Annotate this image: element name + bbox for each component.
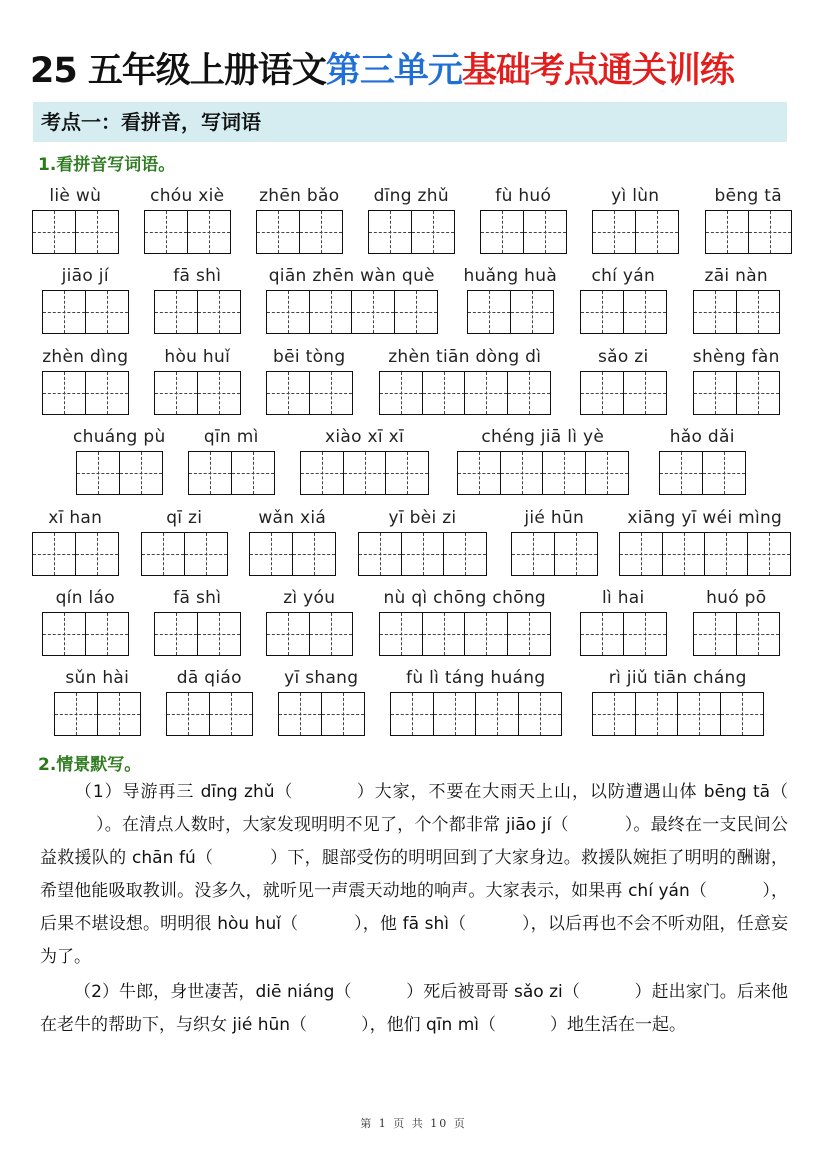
writing-grid: [144, 210, 229, 254]
tianzi-cell[interactable]: [309, 290, 353, 334]
pinyin-label: chuáng pù: [72, 427, 166, 447]
tianzi-cell[interactable]: [443, 532, 487, 576]
passage-text: ）赶出家门。后来他在老牛的帮助下，与织女 jié hūn（: [40, 982, 788, 1035]
tianzi-cell[interactable]: [385, 451, 429, 495]
passage-text: ），他 fā shì（: [354, 914, 467, 934]
page-title: [30, 44, 800, 98]
tianzi-cell[interactable]: [464, 371, 508, 415]
writing-grid: [266, 290, 436, 334]
tianzi-cell[interactable]: [467, 290, 511, 334]
pinyin-label: zhèn tiān dòng dì: [388, 347, 542, 367]
pinyin-label: lì hai: [601, 588, 645, 608]
passage-1: [40, 776, 788, 974]
writing-grid: [300, 451, 428, 495]
pinyin-label: qī zi: [166, 508, 203, 528]
writing-grid: [580, 371, 665, 415]
writing-grid: [580, 290, 665, 334]
passage-text: ）下，腿部受伤的明明回到了大家身边。救援队婉拒了明明的酬谢，希望他能吸取教训。没多久，就听见一声震天动地的响声。大家表示，如果再 chí yán（: [40, 848, 789, 901]
tianzi-cell[interactable]: [720, 692, 764, 736]
passage-text: ）大家，不要在大雨天上山，以防遭遇山体 bēng tā（: [356, 782, 788, 802]
writing-grid: [166, 692, 251, 736]
tianzi-cell[interactable]: [500, 451, 544, 495]
pinyin-label: zāi nàn: [704, 266, 769, 286]
tianzi-cell[interactable]: [32, 532, 76, 576]
tianzi-cell[interactable]: [507, 371, 551, 415]
tianzi-cell[interactable]: [704, 532, 748, 576]
writing-grid: [154, 290, 239, 334]
tianzi-cell[interactable]: [321, 692, 365, 736]
pinyin-label: sǔn hài: [65, 668, 130, 688]
answer-blank[interactable]: [40, 815, 96, 835]
tianzi-cell[interactable]: [554, 532, 598, 576]
writing-grid: [693, 612, 778, 656]
pinyin-label: chóu xiè: [150, 186, 225, 206]
page-number: 第 1 页 共 10 页: [360, 1117, 467, 1130]
tianzi-cell[interactable]: [748, 210, 792, 254]
writing-grid: [457, 451, 627, 495]
tianzi-cell[interactable]: [76, 451, 120, 495]
tianzi-cell[interactable]: [464, 612, 508, 656]
answer-blank[interactable]: [307, 1015, 361, 1035]
tianzi-cell[interactable]: [635, 210, 679, 254]
writing-grid: [154, 371, 239, 415]
tianzi-cell[interactable]: [97, 692, 141, 736]
tianzi-cell[interactable]: [623, 612, 667, 656]
tianzi-cell[interactable]: [623, 290, 667, 334]
answer-blank[interactable]: [707, 881, 762, 901]
answer-blank[interactable]: [298, 914, 354, 934]
passage-text: ）地生活在一起。: [550, 1015, 687, 1035]
writing-grid: [480, 210, 565, 254]
tianzi-cell[interactable]: [693, 290, 737, 334]
writing-grid: [592, 210, 677, 254]
tianzi-cell[interactable]: [542, 451, 586, 495]
writing-grid: [592, 692, 762, 736]
answer-blank[interactable]: [569, 815, 625, 835]
tianzi-cell[interactable]: [518, 692, 562, 736]
writing-grid: [256, 210, 341, 254]
passage-2: [40, 976, 788, 1042]
tianzi-cell[interactable]: [300, 451, 344, 495]
writing-grid: [188, 451, 273, 495]
title-topic: 基础考点通关训练: [461, 51, 734, 91]
tianzi-cell[interactable]: [580, 612, 624, 656]
pinyin-label: hǎo dǎi: [669, 427, 735, 447]
pinyin-label: dā qiáo: [176, 668, 242, 688]
pinyin-label: yī shang: [284, 668, 359, 688]
passage-text: ）。在清点人数时，大家发现明明不见了，个个都非常 jiāo jí（: [96, 815, 569, 835]
tianzi-cell[interactable]: [256, 210, 300, 254]
pinyin-label: nù qì chōng chōng: [383, 588, 547, 608]
pinyin-label: fā shì: [173, 588, 222, 608]
tianzi-cell[interactable]: [351, 290, 395, 334]
pinyin-label: chéng jiā lì yè: [481, 427, 605, 447]
pinyin-label: dīng zhǔ: [373, 186, 449, 206]
tianzi-cell[interactable]: [475, 692, 519, 736]
pinyin-label: sǎo zi: [597, 347, 649, 367]
tianzi-cell[interactable]: [747, 532, 791, 576]
tianzi-cell[interactable]: [585, 451, 629, 495]
writing-grid: [368, 210, 453, 254]
tianzi-cell[interactable]: [635, 692, 679, 736]
tianzi-cell[interactable]: [141, 532, 185, 576]
writing-grid: [705, 210, 790, 254]
tianzi-cell[interactable]: [411, 210, 455, 254]
writing-grid: [693, 371, 778, 415]
pinyin-label: zhēn bǎo: [259, 186, 340, 206]
passage-text: ）。最终在一支民间公益救援队的 chān fú（: [40, 815, 788, 868]
tianzi-cell[interactable]: [736, 612, 780, 656]
tianzi-cell[interactable]: [592, 692, 636, 736]
tianzi-cell[interactable]: [736, 371, 780, 415]
pinyin-label: chí yán: [591, 266, 656, 286]
tianzi-cell[interactable]: [705, 210, 749, 254]
writing-grid: [467, 290, 552, 334]
pinyin-label: qīn mì: [203, 427, 259, 447]
writing-grid: [42, 612, 127, 656]
passage-text: ），后果不堪设想。明明很 hòu huǐ（: [40, 881, 788, 934]
passage-text: （1）导游再三 dīng zhǔ（: [74, 782, 294, 802]
pinyin-label: fā shì: [173, 266, 222, 286]
tianzi-cell[interactable]: [523, 210, 567, 254]
tianzi-cell[interactable]: [619, 532, 663, 576]
tianzi-cell[interactable]: [507, 612, 551, 656]
tianzi-cell[interactable]: [119, 451, 163, 495]
answer-blank[interactable]: [352, 982, 407, 1002]
tianzi-cell[interactable]: [702, 451, 746, 495]
pinyin-label: xiāng yī wéi mìng: [627, 508, 783, 528]
tianzi-cell[interactable]: [188, 451, 232, 495]
writing-grid: [42, 371, 127, 415]
pinyin-label: huó pō: [706, 588, 767, 608]
writing-grid: [580, 612, 665, 656]
tianzi-cell[interactable]: [32, 210, 76, 254]
writing-grid: [54, 692, 139, 736]
tianzi-cell[interactable]: [390, 692, 434, 736]
writing-grid: [278, 692, 363, 736]
pinyin-label: qín láo: [55, 588, 115, 608]
pinyin-label: yì lùn: [611, 186, 660, 206]
writing-grid: [390, 692, 560, 736]
pinyin-label: liè wù: [49, 186, 102, 206]
tianzi-cell[interactable]: [292, 532, 336, 576]
tianzi-cell[interactable]: [75, 532, 119, 576]
exercise-2-heading: 2.情景默写。: [38, 755, 142, 775]
tianzi-cell[interactable]: [154, 612, 198, 656]
title-grade: 25 五年级上册语文: [30, 51, 326, 91]
writing-grid: [32, 210, 117, 254]
writing-grid: [379, 371, 549, 415]
tianzi-cell[interactable]: [75, 210, 119, 254]
tianzi-cell[interactable]: [42, 612, 86, 656]
tianzi-cell[interactable]: [358, 532, 402, 576]
pinyin-label: fù huó: [495, 186, 552, 206]
tianzi-cell[interactable]: [580, 290, 624, 334]
section-banner: 考点一：看拼音，写词语: [33, 102, 787, 142]
answer-blank[interactable]: [496, 1015, 550, 1035]
title-unit: 第三单元: [325, 51, 462, 91]
pinyin-label: fù lì táng huáng: [406, 668, 546, 688]
tianzi-cell[interactable]: [592, 210, 636, 254]
pinyin-label: yī bèi zi: [388, 508, 457, 528]
writing-grid: [141, 532, 226, 576]
tianzi-cell[interactable]: [623, 371, 667, 415]
tianzi-cell[interactable]: [209, 692, 253, 736]
tianzi-cell[interactable]: [154, 371, 198, 415]
tianzi-cell[interactable]: [379, 612, 423, 656]
tianzi-cell[interactable]: [693, 371, 737, 415]
tianzi-cell[interactable]: [510, 290, 554, 334]
tianzi-cell[interactable]: [85, 612, 129, 656]
writing-grid: [619, 532, 789, 576]
tianzi-cell[interactable]: [166, 692, 210, 736]
writing-grid: [154, 612, 239, 656]
writing-grid: [659, 451, 744, 495]
tianzi-cell[interactable]: [677, 692, 721, 736]
writing-grid: [266, 371, 351, 415]
writing-grid: [511, 532, 596, 576]
answer-blank[interactable]: [213, 848, 270, 868]
tianzi-cell[interactable]: [659, 451, 703, 495]
answer-blank[interactable]: [466, 914, 522, 934]
tianzi-cell[interactable]: [580, 371, 624, 415]
exercise-1-heading: 1.看拼音写词语。: [38, 155, 176, 175]
pinyin-label: xī han: [48, 508, 103, 528]
writing-grid: [379, 612, 549, 656]
writing-grid: [249, 532, 334, 576]
pinyin-label: shèng fàn: [692, 347, 780, 367]
answer-blank[interactable]: [293, 782, 356, 802]
tianzi-cell[interactable]: [197, 612, 241, 656]
pinyin-label: xiào xī xī: [325, 427, 404, 447]
writing-grid: [358, 532, 486, 576]
tianzi-cell[interactable]: [401, 532, 445, 576]
passage-text: ）死后被哥哥 sǎo zi（: [406, 982, 580, 1002]
writing-grid: [42, 290, 127, 334]
tianzi-cell[interactable]: [422, 612, 466, 656]
pinyin-label: zhèn dìng: [42, 347, 129, 367]
tianzi-cell[interactable]: [693, 612, 737, 656]
tianzi-cell[interactable]: [85, 371, 129, 415]
tianzi-cell[interactable]: [266, 371, 310, 415]
passage-text: （2）牛郎，身世凄苦，diē niáng（: [74, 982, 352, 1002]
tianzi-cell[interactable]: [54, 692, 98, 736]
tianzi-cell[interactable]: [343, 451, 387, 495]
tianzi-cell[interactable]: [266, 290, 310, 334]
answer-blank[interactable]: [580, 982, 635, 1002]
tianzi-cell[interactable]: [278, 692, 322, 736]
tianzi-cell[interactable]: [249, 532, 293, 576]
tianzi-cell[interactable]: [85, 290, 129, 334]
pinyin-label: huǎng huà: [463, 266, 558, 286]
tianzi-cell[interactable]: [309, 612, 353, 656]
passage-text: ），他们 qīn mì（: [361, 1015, 496, 1035]
tianzi-cell[interactable]: [187, 210, 231, 254]
tianzi-cell[interactable]: [457, 451, 501, 495]
pinyin-label: bēng tā: [714, 186, 782, 206]
writing-grid: [693, 290, 778, 334]
passage-text: ），以后再也不会不听劝阻，任意妄为了。: [40, 914, 788, 967]
writing-grid: [266, 612, 351, 656]
pinyin-label: zì yóu: [283, 588, 336, 608]
tianzi-cell[interactable]: [197, 290, 241, 334]
tianzi-cell[interactable]: [736, 290, 780, 334]
tianzi-cell[interactable]: [299, 210, 343, 254]
tianzi-cell[interactable]: [368, 210, 412, 254]
tianzi-cell[interactable]: [379, 371, 423, 415]
tianzi-cell[interactable]: [422, 371, 466, 415]
tianzi-cell[interactable]: [231, 451, 275, 495]
tianzi-cell[interactable]: [433, 692, 477, 736]
tianzi-cell[interactable]: [42, 371, 86, 415]
tianzi-cell[interactable]: [309, 371, 353, 415]
tianzi-cell[interactable]: [144, 210, 188, 254]
pinyin-label: jié hūn: [524, 508, 585, 528]
tianzi-cell[interactable]: [266, 612, 310, 656]
tianzi-cell[interactable]: [154, 290, 198, 334]
tianzi-cell[interactable]: [394, 290, 438, 334]
writing-grid: [32, 532, 117, 576]
pinyin-label: qiān zhēn wàn què: [268, 266, 435, 286]
tianzi-cell[interactable]: [511, 532, 555, 576]
pinyin-label: hòu huǐ: [164, 347, 231, 367]
writing-grid: [76, 451, 161, 495]
pinyin-label: wǎn xiá: [258, 508, 327, 528]
pinyin-label: rì jiǔ tiān cháng: [608, 668, 747, 688]
tianzi-cell[interactable]: [184, 532, 228, 576]
tianzi-cell[interactable]: [662, 532, 706, 576]
tianzi-cell[interactable]: [197, 371, 241, 415]
pinyin-label: jiāo jí: [61, 266, 109, 286]
tianzi-cell[interactable]: [42, 290, 86, 334]
tianzi-cell[interactable]: [480, 210, 524, 254]
pinyin-label: bēi tòng: [273, 347, 346, 367]
